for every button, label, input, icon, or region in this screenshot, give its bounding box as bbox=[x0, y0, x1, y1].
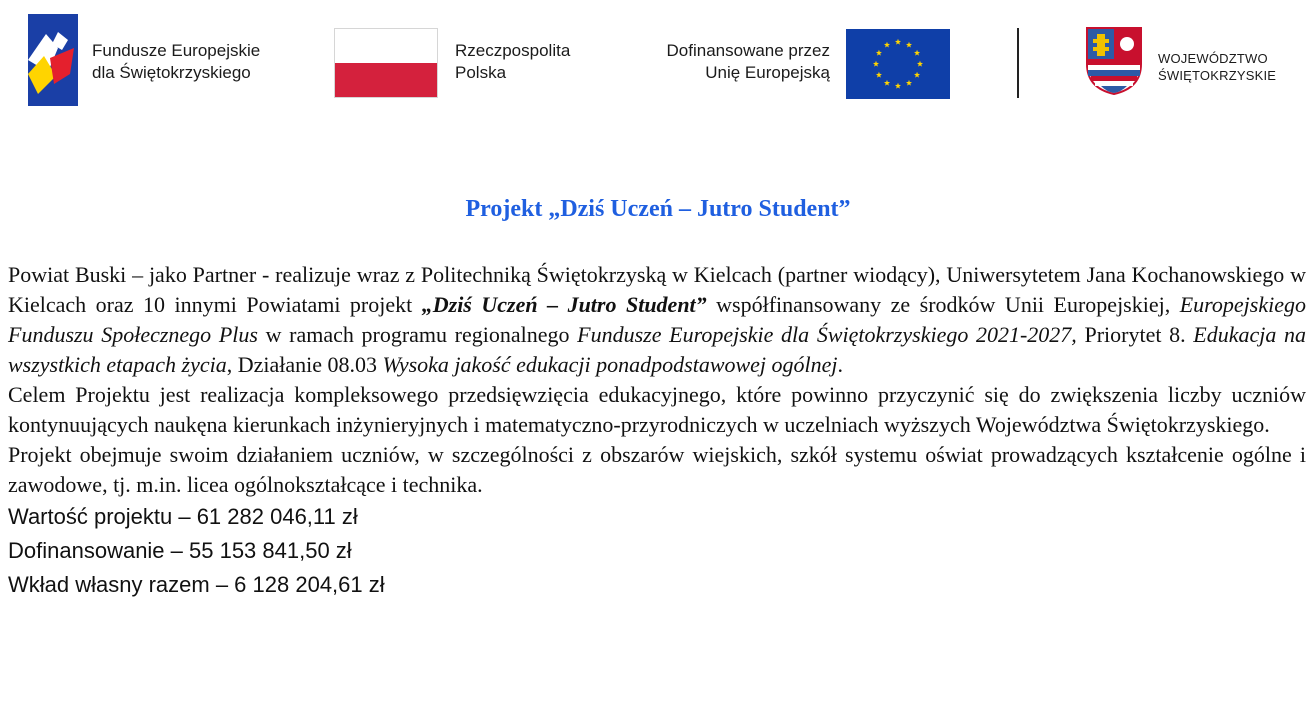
page-title: Projekt „Dziś Uczeń – Jutro Student” bbox=[465, 196, 851, 222]
fe-line-1: Fundusze Europejskie bbox=[92, 41, 261, 60]
eu-line-1: Dofinansowane przez bbox=[666, 41, 830, 60]
paragraph-partnership bbox=[8, 260, 1306, 380]
program-name: Fundusze Europejskie dla Świętokrzyskiego 2021-2027, bbox=[577, 322, 1077, 347]
p1-text-9: , Działanie 08.03 bbox=[226, 352, 383, 377]
swietokrzyskie-coat-of-arms-icon bbox=[1085, 26, 1143, 96]
logo-divider bbox=[1017, 28, 1019, 98]
p1-text-11: . bbox=[837, 352, 844, 377]
pl-line-2: Polska bbox=[455, 63, 507, 82]
project-value: Wartość projektu – 61 282 046,11 zł bbox=[8, 504, 358, 529]
fundusze-europejskie-text bbox=[92, 40, 260, 84]
fe-line-2: dla Świętokrzyskiego bbox=[92, 63, 251, 82]
logo-bar bbox=[0, 0, 1316, 120]
wojewodztwo-text bbox=[1158, 50, 1276, 84]
p1-text-1: Powiat Buski – jako Partner - realizuje wraz z Politechniką Świętokrzyską w Kielcach (partner wiodący), Uniwersytetem Jana Kochanowskiego w Kielcach oraz 10 innymi Powiatami projekt bbox=[8, 262, 1306, 317]
poland-flag-icon bbox=[334, 28, 438, 98]
paragraph-scope: Projekt obejmuje swoim działaniem uczniów, w szczególności z obszarów wiejskich, szkół systemu oświat prowadzących kształcenie ogólne i zawodowe, tj. m.in. licea ogólnokształcące i technika. bbox=[8, 442, 1306, 497]
fund-name: Europejskiego Funduszu Społecznego Plus bbox=[8, 292, 1306, 347]
own-contribution-value: Wkład własny razem – 6 128 204,61 zł bbox=[8, 572, 385, 597]
eu-line-2: Unię Europejską bbox=[705, 63, 830, 82]
rzeczpospolita-text bbox=[455, 40, 570, 84]
co-financing-value: Dofinansowanie – 55 153 841,50 zł bbox=[8, 538, 352, 563]
action-name: Wysoka jakość edukacji ponadpodstawowej ogólnej bbox=[382, 352, 838, 377]
ws-line-1: WOJEWÓDZTWO bbox=[1158, 51, 1268, 66]
eu-funding-text bbox=[634, 40, 830, 84]
document-body bbox=[8, 260, 1306, 602]
pl-line-1: Rzeczpospolita bbox=[455, 41, 571, 60]
eu-flag-icon bbox=[846, 29, 950, 99]
p1-text-3: współfinansowany ze środków Unii Europejskiej, bbox=[706, 292, 1180, 317]
priority-name: Edukacja na wszystkich etapach życia bbox=[8, 322, 1306, 377]
fundusze-europejskie-logo-icon bbox=[28, 14, 78, 106]
p1-text-5: w ramach programu regionalnego bbox=[257, 322, 578, 347]
project-name: „Dziś Uczeń – Jutro Student” bbox=[421, 292, 707, 317]
p1-text-7: Priorytet 8. bbox=[1076, 322, 1194, 347]
paragraph-goal: Celem Projektu jest realizacja kompleksowego przedsięwzięcia edukacyjnego, które powinno przyczynić się do zwiększenia liczby uczniów kontynuujących naukęna kierunkach inżynieryjnych i matematyczno-przyrodniczych w uczelniach wyższych Województwa Świętokrzyskiego. bbox=[8, 382, 1306, 437]
ws-line-2: ŚWIĘTOKRZYSKIE bbox=[1158, 68, 1277, 83]
